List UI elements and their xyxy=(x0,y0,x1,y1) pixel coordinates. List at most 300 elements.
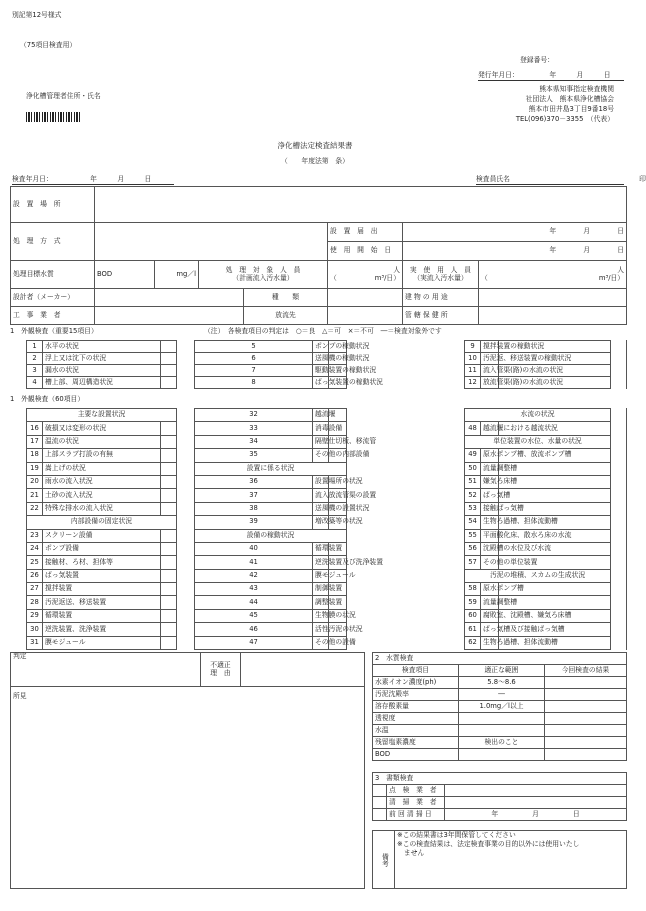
table-row xyxy=(27,449,627,462)
table-row xyxy=(27,409,627,422)
remark-line-1: ※この結果書は3年間保管してください xyxy=(397,831,516,839)
flow-paren-open-2: （ xyxy=(481,273,488,282)
method-value[interactable] xyxy=(95,223,328,261)
judgement-cell[interactable] xyxy=(161,569,177,582)
column-gap xyxy=(347,609,465,622)
nonconform-label xyxy=(201,653,241,687)
item-number: 23 xyxy=(27,529,43,542)
judgement-cell[interactable] xyxy=(161,529,177,542)
item-label: 循環装置 xyxy=(313,542,329,555)
judgement-cell[interactable] xyxy=(499,489,611,502)
last-clean-label: 前 回 清 掃 日 xyxy=(387,809,445,821)
column-gap xyxy=(177,435,195,448)
judgement-cell[interactable] xyxy=(161,341,177,353)
nonconform-line2: 理 由 xyxy=(210,668,231,677)
column-gap xyxy=(177,556,195,569)
designer-label: 設計者（メーカー） xyxy=(11,289,95,307)
item-label: 越流堰における越流状況 xyxy=(481,422,499,435)
admin-label: 浄化槽管理者住所・氏名 xyxy=(26,92,101,100)
table-row xyxy=(27,529,627,542)
item-number: 56 xyxy=(465,542,481,555)
opinion-box[interactable] xyxy=(11,687,365,889)
section2-title: 1 外観検査（60項目） xyxy=(10,395,85,403)
column-gap xyxy=(347,409,465,422)
water-result[interactable] xyxy=(545,749,627,761)
water-result[interactable] xyxy=(545,725,627,737)
item-label: 特殊な排水の流入状況 xyxy=(43,502,161,515)
column-gap xyxy=(177,489,195,502)
item-label: 漏水の状況 xyxy=(43,365,161,377)
remarks-table xyxy=(372,830,627,889)
column-gap xyxy=(177,365,195,377)
item-label: 流量調整槽 xyxy=(481,462,499,475)
table-row xyxy=(27,475,627,488)
column-gap xyxy=(177,462,195,475)
item-label: 浮上又は沈下の状況 xyxy=(43,353,161,365)
docs-spacer-2 xyxy=(373,797,387,809)
item-label: ばっ気槽 xyxy=(481,489,499,502)
column-gap xyxy=(611,489,627,502)
site-label: 設 置 場 所 xyxy=(11,187,95,223)
notify-value: 年 月 日 xyxy=(403,223,627,242)
item-number: 57 xyxy=(465,556,481,569)
judgement-cell[interactable] xyxy=(161,596,177,609)
designer-value[interactable] xyxy=(95,289,244,307)
water-item: 水素イオン濃度(ph) xyxy=(373,677,459,689)
issue-date: 発行年月日： 年 月 日 xyxy=(478,72,624,81)
water-range: ― xyxy=(459,689,545,701)
item-label: ポンプの稼動状況 xyxy=(313,341,329,353)
water-item: 汚泥沈殿率 xyxy=(373,689,459,701)
water-title: 2 水質検査 xyxy=(373,653,627,665)
inspector-name: 検査員氏名 印 xyxy=(476,175,646,183)
item-number: 58 xyxy=(465,583,481,596)
flow-unit: m³/日） xyxy=(374,273,400,282)
column-gap xyxy=(177,516,195,529)
item-label: 生物ろ過槽、担体流動槽 xyxy=(481,516,499,529)
item-number: 2 xyxy=(27,353,43,365)
column-gap xyxy=(347,422,465,435)
column-gap xyxy=(177,596,195,609)
water-row xyxy=(373,713,627,725)
column-gap xyxy=(347,623,465,636)
item-number: 26 xyxy=(27,569,43,582)
table-row xyxy=(27,609,627,622)
table-row xyxy=(27,502,627,515)
item-number: 35 xyxy=(195,449,313,462)
column-gap xyxy=(177,529,195,542)
kind-label: 種 類 xyxy=(244,289,328,307)
item-label: 汚泥の堆積、スカムの生成状況 xyxy=(465,569,611,582)
column-gap xyxy=(347,583,465,596)
water-range: 5.8～8.6 xyxy=(459,677,545,689)
item-label: 主要な設置状況 xyxy=(27,409,177,422)
column-gap xyxy=(611,502,627,515)
item-label: 原水ポンプ槽、放流ポンプ槽 xyxy=(481,449,499,462)
item-label: 単位装置の水位、水量の状況 xyxy=(465,435,611,448)
table-row xyxy=(27,435,627,448)
item-number: 18 xyxy=(27,449,43,462)
item-label: 嫌気ろ床槽 xyxy=(481,475,499,488)
notify-label: 設 置 届 出 xyxy=(328,223,403,242)
docs-title: 3 書類検査 xyxy=(373,773,627,785)
item-number: 52 xyxy=(465,489,481,502)
opinion-label: 所見 xyxy=(13,692,27,700)
last-clean-value: 年 月 日 xyxy=(445,809,627,821)
nonconform-line1: 不適正 xyxy=(210,660,231,669)
actual-persons-label xyxy=(403,261,479,289)
column-gap xyxy=(611,623,627,636)
document-subtitle: （ 年度法第 条） xyxy=(281,157,349,165)
item-number: 47 xyxy=(195,636,313,649)
water-row xyxy=(373,689,627,701)
item-label: 腐敗室、沈殿槽、嫌気ろ床槽 xyxy=(481,609,499,622)
item-label: 汚泥返送、移送装置 xyxy=(43,596,161,609)
item-label: 汚泥返、移送装置の稼動状況 xyxy=(481,353,499,365)
table-row xyxy=(27,583,627,596)
org-line-1: 熊本県知事指定検査機関 xyxy=(539,85,614,93)
start-label: 使 用 開 始 日 xyxy=(328,242,403,261)
item-number: 37 xyxy=(195,489,313,502)
table-row xyxy=(27,353,627,365)
item-label: 温流の状況 xyxy=(43,435,161,448)
actual-persons-value[interactable] xyxy=(479,261,627,289)
item-label: 水平の状況 xyxy=(43,341,161,353)
column-gap xyxy=(177,475,195,488)
column-gap xyxy=(611,365,627,377)
column-gap xyxy=(177,353,195,365)
item-label: スクリーン設備 xyxy=(43,529,161,542)
docs-spacer-1 xyxy=(373,785,387,797)
item-label: 制御装置 xyxy=(313,583,329,596)
item-number: 19 xyxy=(27,462,43,475)
judgement-label: 判定 xyxy=(11,653,201,687)
barcode xyxy=(26,112,82,122)
water-result[interactable] xyxy=(545,737,627,749)
item-label: ばっ気装置の稼動状況 xyxy=(313,377,329,389)
item-number: 41 xyxy=(195,556,313,569)
judgement-cell[interactable] xyxy=(161,556,177,569)
item-label: 上部スラブ打設の有無 xyxy=(43,449,161,462)
item-label: 内部設備の固定状況 xyxy=(27,516,177,529)
column-gap xyxy=(611,542,627,555)
water-result[interactable] xyxy=(545,713,627,725)
judgement-cell[interactable] xyxy=(161,609,177,622)
judgement-cell[interactable] xyxy=(161,377,177,389)
judgement-cell[interactable] xyxy=(161,449,177,462)
org-line-2: 社団法人 熊本県浄化槽協会 xyxy=(525,95,614,103)
water-row xyxy=(373,737,627,749)
item-number: 55 xyxy=(465,529,481,542)
judgement-cell[interactable] xyxy=(161,542,177,555)
item-number: 49 xyxy=(465,449,481,462)
item-label: 撹拌装置の稼動状況 xyxy=(481,341,499,353)
item-number: 46 xyxy=(195,623,313,636)
item-number: 44 xyxy=(195,596,313,609)
section1-title: 1 外観検査（重要15項目） xyxy=(10,327,98,335)
judgement-cell[interactable] xyxy=(161,462,177,475)
start-value: 年 月 日 xyxy=(403,242,627,261)
judgement-cell[interactable] xyxy=(161,489,177,502)
column-gap xyxy=(177,449,195,462)
column-gap xyxy=(611,435,627,448)
item-number: 22 xyxy=(27,502,43,515)
item-number: 42 xyxy=(195,569,313,582)
column-gap xyxy=(177,542,195,555)
column-gap xyxy=(177,502,195,515)
person-unit-2: 人 xyxy=(617,265,625,274)
item-number: 21 xyxy=(27,489,43,502)
item-label: 循環装置 xyxy=(43,609,161,622)
item-label: ポンプ設備 xyxy=(43,542,161,555)
water-item: 水温 xyxy=(373,725,459,737)
judgement-cell[interactable] xyxy=(161,623,177,636)
form-number: 別記第12号様式 xyxy=(12,11,62,19)
builder-value[interactable] xyxy=(95,307,244,325)
actual-persons-line1: 実 使 用 人 員 xyxy=(409,265,472,274)
column-gap xyxy=(611,377,627,389)
item-number: 59 xyxy=(465,596,481,609)
planned-persons-label xyxy=(199,261,328,289)
flow-paren-open: （ xyxy=(330,273,337,282)
person-unit: 人 xyxy=(393,265,400,274)
item-label: 接触ばっ気槽 xyxy=(481,502,499,515)
item-number: 60 xyxy=(465,609,481,622)
table-row xyxy=(27,377,627,389)
water-range xyxy=(459,713,545,725)
item-number: 5 xyxy=(195,341,313,353)
judgement-cell[interactable] xyxy=(161,583,177,596)
water-result[interactable] xyxy=(545,689,627,701)
remark-line-2: ※この検査結果は、法定検査事業の目的以外には使用いたし xyxy=(397,840,580,849)
column-gap xyxy=(177,623,195,636)
water-item: 残留塩素濃度 xyxy=(373,737,459,749)
item-label: 雨水の流入状況 xyxy=(43,475,161,488)
column-gap xyxy=(611,409,627,422)
water-item: 溶存酸素量 xyxy=(373,701,459,713)
item-label: その他の単位装置 xyxy=(481,556,499,569)
item-number: 34 xyxy=(195,435,313,448)
column-gap xyxy=(611,462,627,475)
item-label: 駆動装置の稼動状況 xyxy=(313,365,329,377)
table-row xyxy=(27,596,627,609)
docs-spacer-3 xyxy=(373,809,387,821)
bod-label: BOD xyxy=(95,261,155,289)
item-label: 調整装置 xyxy=(313,596,329,609)
item-number: 62 xyxy=(465,636,481,649)
column-gap xyxy=(177,609,195,622)
column-gap xyxy=(611,422,627,435)
item-label: 消毒設備 xyxy=(313,422,329,435)
site-value[interactable] xyxy=(95,187,627,223)
water-item: BOD xyxy=(373,749,459,761)
column-gap xyxy=(177,341,195,353)
water-row xyxy=(373,677,627,689)
item-label: 越流堰 xyxy=(313,409,329,422)
judgement-cell[interactable] xyxy=(161,502,177,515)
method-label: 処 理 方 式 xyxy=(11,223,95,261)
item-label: 設置に係る状況 xyxy=(195,462,347,475)
water-range xyxy=(459,749,545,761)
hc-label: 管 轄 保 健 所 xyxy=(403,307,479,325)
column-gap xyxy=(611,353,627,365)
item-number: 7 xyxy=(195,365,313,377)
item-number: 31 xyxy=(27,636,43,649)
cleaning-vendor-label: 清 掃 業 者 xyxy=(387,797,445,809)
column-gap xyxy=(347,462,465,475)
item-label: 撹拌装置 xyxy=(43,583,161,596)
water-quality-table xyxy=(372,652,627,761)
item-label: 設備の稼動状況 xyxy=(195,529,347,542)
item-number: 25 xyxy=(27,556,43,569)
discharge-value[interactable] xyxy=(328,307,403,325)
table-row xyxy=(27,365,627,377)
item-number: 9 xyxy=(465,341,481,353)
inspection-vendor-value[interactable] xyxy=(445,785,627,797)
use-label: 建 物 の 用 途 xyxy=(403,289,479,307)
item-number: 3 xyxy=(27,365,43,377)
item-number: 53 xyxy=(465,502,481,515)
column-gap xyxy=(611,583,627,596)
item-number: 48 xyxy=(465,422,481,435)
column-gap xyxy=(177,636,195,649)
hc-value[interactable] xyxy=(479,307,627,325)
water-header-item: 検査項目 xyxy=(373,665,459,677)
column-gap xyxy=(177,422,195,435)
item-label: 膜モジュール xyxy=(43,636,161,649)
column-gap xyxy=(177,377,195,389)
table-row xyxy=(27,341,627,353)
water-row xyxy=(373,701,627,713)
table-row xyxy=(27,623,627,636)
item-label: 流量調整槽 xyxy=(481,596,499,609)
item-number: 6 xyxy=(195,353,313,365)
discharge-label: 放流先 xyxy=(244,307,328,325)
column-gap xyxy=(611,475,627,488)
org-line-4: TEL(096)370－3355 （代表） xyxy=(515,115,614,123)
judgement-cell[interactable] xyxy=(161,636,177,649)
column-gap xyxy=(347,529,465,542)
item-label: 槽上部、周辺構造状況 xyxy=(43,377,161,389)
table-row xyxy=(27,516,627,529)
item-number: 38 xyxy=(195,502,313,515)
column-gap xyxy=(177,569,195,582)
column-gap xyxy=(611,596,627,609)
item-number: 4 xyxy=(27,377,43,389)
column-gap xyxy=(347,516,465,529)
item-label: 設置場所の状況 xyxy=(313,475,329,488)
item-number: 50 xyxy=(465,462,481,475)
builder-label: 工 事 業 者 xyxy=(11,307,95,325)
column-gap xyxy=(177,583,195,596)
column-gap xyxy=(611,609,627,622)
item-number: 30 xyxy=(27,623,43,636)
table-row xyxy=(27,556,627,569)
item-number: 1 xyxy=(27,341,43,353)
column-gap xyxy=(347,542,465,555)
target-wq-label: 処理目標水質 xyxy=(11,261,95,289)
planned-persons-line1: 処 理 対 象 人 員 xyxy=(225,265,301,274)
judgement-cell[interactable] xyxy=(161,435,177,448)
use-value[interactable] xyxy=(479,289,627,307)
water-header-result: 今回検査の結果 xyxy=(545,665,627,677)
item-label: 増改築等の状況 xyxy=(313,516,329,529)
judgement-cell[interactable] xyxy=(161,475,177,488)
item-number: 12 xyxy=(465,377,481,389)
item-number: 45 xyxy=(195,609,313,622)
column-gap xyxy=(347,636,465,649)
table-row xyxy=(27,636,627,649)
column-gap xyxy=(611,449,627,462)
item-label: ばっ気装置 xyxy=(43,569,161,582)
water-row xyxy=(373,725,627,737)
inspection-date: 検査年月日： 年 月 日 xyxy=(12,176,174,185)
planned-persons-line2: （計画流入汚水量） xyxy=(232,273,294,282)
item-label: 逆洗装置、洗浄装置 xyxy=(43,623,161,636)
document-title: 浄化槽法定検査結果書 xyxy=(277,141,353,150)
item-label: 隔壁仕切板、移流管 xyxy=(313,435,329,448)
item-number: 54 xyxy=(465,516,481,529)
item-number: 17 xyxy=(27,435,43,448)
item-label: 送風機の稼動状況 xyxy=(313,353,329,365)
section1-note: （注） 各検査項目の判定は ○＝良 △＝可 ×＝不可 ―＝検査対象外です xyxy=(204,327,442,335)
item-number: 40 xyxy=(195,542,313,555)
judgement-cell[interactable] xyxy=(161,353,177,365)
item-label: その他の設備 xyxy=(313,636,329,649)
flow-unit-2: m³/日） xyxy=(598,273,625,282)
general-items-table xyxy=(26,408,627,650)
item-number: 33 xyxy=(195,422,313,435)
table-row xyxy=(27,489,627,502)
item-number: 10 xyxy=(465,353,481,365)
column-gap xyxy=(611,636,627,649)
item-label: ばっ気槽及び接触ばっ気槽 xyxy=(481,623,499,636)
column-gap xyxy=(611,556,627,569)
registration-number: 登録番号： xyxy=(520,56,554,64)
water-result[interactable] xyxy=(545,701,627,713)
item-number: 16 xyxy=(27,422,43,435)
judgement-cell[interactable] xyxy=(161,365,177,377)
item-label: 送風機の設置状況 xyxy=(313,502,329,515)
column-gap xyxy=(611,529,627,542)
water-result[interactable] xyxy=(545,677,627,689)
judgement-table xyxy=(10,652,365,889)
planned-persons-value[interactable] xyxy=(328,261,403,289)
item-number: 11 xyxy=(465,365,481,377)
item-number: 43 xyxy=(195,583,313,596)
item-number: 28 xyxy=(27,596,43,609)
cleaning-vendor-value[interactable] xyxy=(445,797,627,809)
column-gap xyxy=(611,341,627,353)
item-number: 39 xyxy=(195,516,313,529)
kind-value[interactable] xyxy=(328,289,403,307)
table-row xyxy=(27,462,627,475)
basic-info-table xyxy=(10,186,627,325)
nonconform-reason[interactable] xyxy=(241,653,365,687)
table-row xyxy=(27,569,627,582)
document-check-table xyxy=(372,772,627,821)
item-label: 嵩上げの状況 xyxy=(43,462,161,475)
judgement-cell[interactable] xyxy=(161,422,177,435)
item-label: 活性汚泥の状況 xyxy=(313,623,329,636)
actual-persons-line2: （実流入汚水量） xyxy=(413,273,468,282)
inspection-vendor-label: 点 検 業 者 xyxy=(387,785,445,797)
item-label: 水流の状況 xyxy=(465,409,611,422)
column-gap xyxy=(347,475,465,488)
item-number: 36 xyxy=(195,475,313,488)
column-gap xyxy=(611,516,627,529)
item-number: 24 xyxy=(27,542,43,555)
